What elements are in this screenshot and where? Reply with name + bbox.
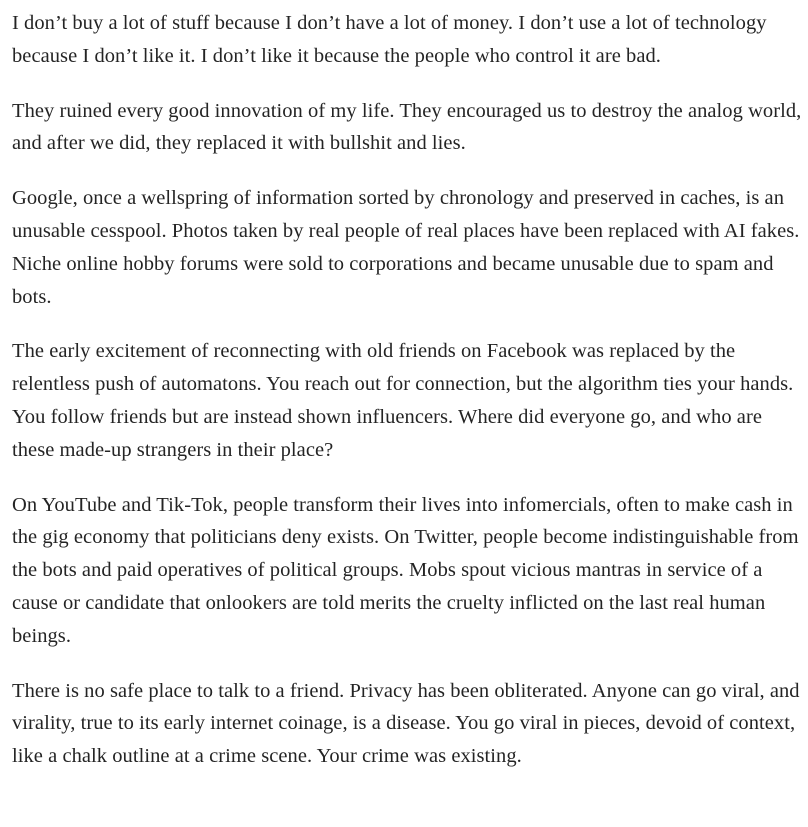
article-paragraph: They ruined every good innovation of my life. They encouraged us to destroy the analog world, and after we did, they replaced it with bullshit and lies. <box>12 99 802 155</box>
article-paragraph: On YouTube and Tik-Tok, people transform their lives into infomercials, often to make cash in the gig economy that politicians deny exists. On Twitter, people become indistinguishable from the bots and paid operatives of political groups. Mobs spout vicious mantras in service of a cause or candidate that onlookers are told merits the cruelty inflicted on the last real human beings. <box>12 493 799 647</box>
article-paragraph: Google, once a wellspring of information sorted by chronology and preserved in caches, is an unusable cesspool. Photos taken by real people of real places have been replaced with AI fakes. Niche online hobby forums were sold to corporations and became unusable due to spam and bots. <box>12 187 800 308</box>
article-paragraph: The early excitement of reconnecting with old friends on Facebook was replaced by the relentless push of automatons. You reach out for connection, but the algorithm ties your hands. You follow friends but are instead shown influencers. Where did everyone go, and who are these made-up strangers in their place? <box>12 340 794 461</box>
article-paragraph: There is no safe place to talk to a friend. Privacy has been obliterated. Anyone can go viral, and virality, true to its early internet coinage, is a disease. You go viral in pieces, devoid of context, like a chalk outline at a crime scene. Your crime was existing. <box>12 679 800 768</box>
article-paragraph: I don’t buy a lot of stuff because I don’t have a lot of money. I don’t use a lot of technology because I don’t like it. I don’t like it because the people who control it are bad. <box>12 12 767 67</box>
